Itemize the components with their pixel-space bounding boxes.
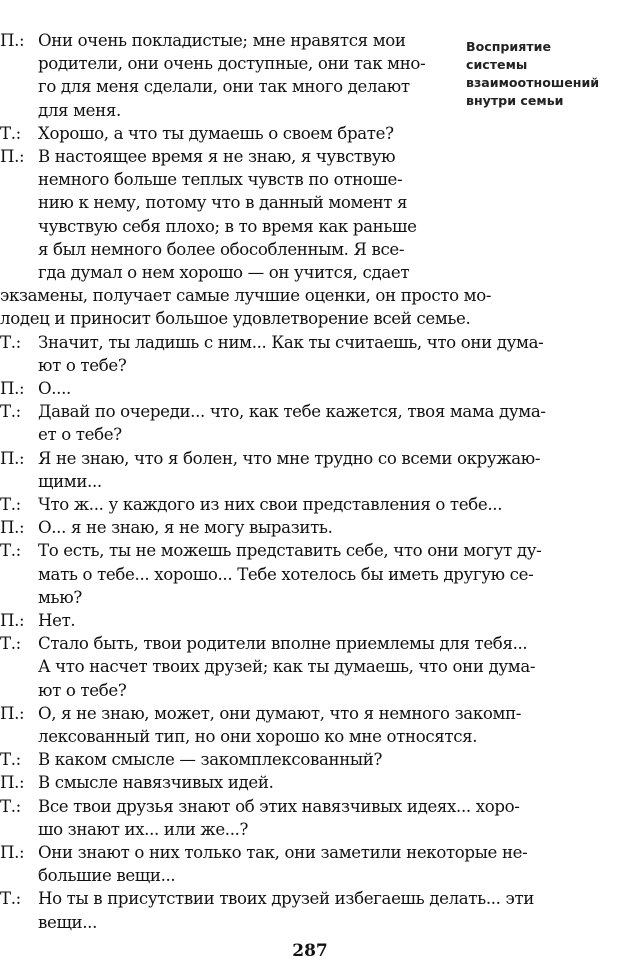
dialogue-line: Но ты в присутствии твоих друзей избегаешь делать... эти [38, 889, 534, 909]
speaker-label: Т.: [0, 541, 21, 561]
speaker-label: Т.: [0, 750, 21, 770]
dialogue-turn [0, 748, 382, 771]
speaker-label: П.: [0, 843, 25, 862]
dialogue-turn [0, 539, 541, 609]
dialogue-line: Все твои друзья знают об этих навязчивых идеях... хоро- [38, 796, 520, 816]
speaker-label: Т.: [0, 796, 21, 816]
dialogue-line: Нет. [38, 611, 76, 630]
speaker-label: Т.: [0, 402, 21, 422]
dialogue-line: О.... [38, 379, 71, 398]
dialogue-turn [0, 887, 534, 933]
dialogue-line: лексованный тип, но они хорошо ко мне относятся. [38, 727, 478, 746]
dialogue-turn [0, 702, 521, 748]
dialogue-turn [0, 841, 527, 887]
margin-note-line: Восприятие [466, 39, 552, 54]
dialogue-line: я был немного более обособленным. Я все- [38, 239, 405, 259]
margin-note-line: взаимоотношений [466, 75, 600, 90]
dialogue-line: гда думал о нем хорошо — он учится, сдает [38, 263, 410, 283]
dialogue-line: О, я не знаю, может, они думают, что я немного закомп- [38, 703, 522, 723]
dialogue-line: В настоящее время я не знаю, я чувствую [38, 147, 396, 166]
dialogue-line: Значит, ты ладишь с ним... Как ты считаешь, что они дума- [38, 332, 544, 352]
dialogue-turn [0, 609, 75, 632]
dialogue-turn [0, 377, 71, 400]
page-number: 287 [292, 941, 328, 961]
margin-note [466, 38, 616, 110]
dialogue-turn [0, 122, 394, 145]
speaker-label: П.: [0, 31, 25, 50]
speaker-label: Т.: [0, 634, 21, 654]
dialogue-turn [0, 516, 333, 539]
dialogue-turn [0, 29, 425, 122]
margin-note-line: системы [466, 57, 528, 72]
speaker-label: Т.: [0, 332, 21, 352]
speaker-label: П.: [0, 611, 25, 630]
speaker-label: Т.: [0, 889, 21, 909]
dialogue-line: родители, они очень доступные, они так мно- [38, 54, 426, 74]
dialogue-turn [0, 632, 535, 702]
dialogue-line: Они очень покладистые; мне нравятся мои [38, 31, 406, 50]
dialogue-line: большие вещи... [38, 866, 176, 886]
dialogue-line: Что ж... у каждого из них свои представления о тебе... [38, 495, 503, 514]
dialogue-line: чувствую себя плохо; в то время как раньше [38, 216, 417, 236]
dialogue-line: го для меня сделали, они так много делают [38, 77, 410, 97]
dialogue-line: Стало быть, твои родители вполне приемлемы для тебя... [38, 634, 528, 654]
speaker-label: П.: [0, 379, 25, 398]
dialogue-turn [0, 331, 543, 377]
speaker-label: П.: [0, 703, 25, 723]
dialogue-line: О... я не знаю, я не могу выразить. [38, 518, 333, 538]
dialogue-line: А что насчет твоих друзей; как ты думаешь, что они дума- [38, 657, 536, 677]
dialogue-line: вещи... [38, 912, 98, 932]
speaker-label: П.: [0, 448, 25, 468]
dialogue-line: экзамены, получает самые лучшие оценки, он просто мо- [0, 286, 492, 306]
dialogue-line: лодец и приносит большое удовлетворение всей семье. [0, 309, 471, 329]
dialogue-line: В смысле навязчивых идей. [38, 773, 274, 793]
dialogue-line: ет о тебе? [38, 425, 122, 445]
dialogue-line: ют о тебе? [38, 355, 127, 375]
dialogue-line: немного больше теплых чувств по отноше- [38, 170, 403, 190]
speaker-label: П.: [0, 773, 25, 793]
speaker-label: Т.: [0, 123, 21, 143]
dialogue-line: для меня. [38, 100, 121, 120]
dialogue-turn [0, 400, 546, 446]
margin-note-line: внутри семьи [466, 93, 564, 108]
dialogue-line: Хорошо, а что ты думаешь о своем брате? [38, 123, 394, 143]
dialogue-turn [0, 145, 491, 331]
dialogue-line: Они знают о них только так, они заметили некоторые не- [38, 843, 528, 862]
dialogue-turn [0, 447, 540, 493]
dialogue-line: В каком смысле — закомплексованный? [38, 750, 383, 770]
dialogue-line: нию к нему, потому что в данный момент я [38, 193, 408, 213]
dialogue-turn [0, 493, 502, 516]
dialogue-line: щими... [38, 471, 102, 491]
dialogue-turn [0, 795, 520, 841]
speaker-label: П.: [0, 518, 25, 538]
dialogue-line: мью? [38, 587, 82, 607]
dialogue-line: Я не знаю, что я болен, что мне трудно со всеми окружаю- [38, 448, 541, 468]
dialogue-line: шо знают их... или же...? [38, 819, 249, 839]
speaker-label: Т.: [0, 495, 21, 514]
dialogue-line: ют о тебе? [38, 680, 127, 700]
dialogue-line: мать о тебе... хорошо... Тебе хотелось бы иметь другую се- [38, 564, 534, 584]
dialogue-line: То есть, ты не можешь представить себе, что они могут ду- [38, 541, 542, 561]
dialogue-turn [0, 771, 274, 794]
speaker-label: П.: [0, 147, 25, 166]
dialogue-line: Давай по очереди... что, как тебе кажется, твоя мама дума- [38, 402, 546, 422]
